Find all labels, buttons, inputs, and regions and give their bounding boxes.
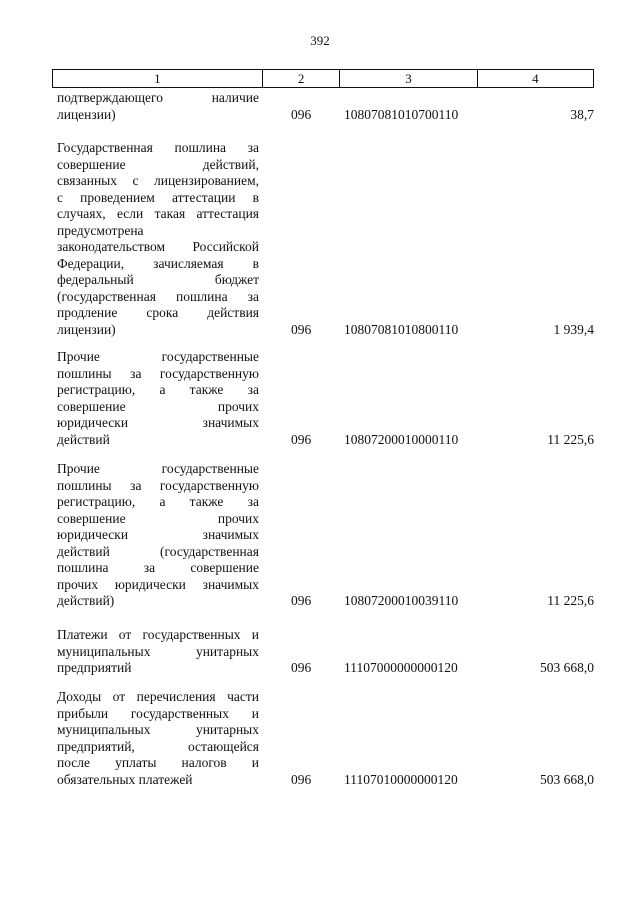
description-line: Прочие государственные bbox=[57, 349, 259, 364]
description-line: Государственная пошлина за bbox=[57, 140, 259, 155]
row-amount: 503 668,0 bbox=[540, 771, 594, 787]
description-line: подтверждающего наличие bbox=[57, 90, 259, 105]
description-line: лицензии) bbox=[57, 106, 116, 122]
description-line: прибыли государственных и bbox=[57, 705, 259, 721]
description-line: совершение прочих bbox=[57, 398, 259, 414]
description-line: действий (государственная bbox=[57, 543, 259, 559]
table-row bbox=[57, 349, 597, 448]
description-line: обязательных платежей bbox=[57, 771, 193, 787]
row-kbk-code: 10807200010039110 bbox=[344, 593, 459, 608]
description-line: Прочие государственные bbox=[57, 461, 259, 476]
header-col-3: 3 bbox=[339, 70, 476, 87]
description-line: после уплаты налогов и bbox=[57, 755, 259, 770]
row-description bbox=[57, 90, 259, 123]
row-amount: 1 939,4 bbox=[553, 321, 594, 337]
row-kbk-code: 10807200010000110 bbox=[344, 431, 459, 447]
description-line: юридически значимых bbox=[57, 527, 259, 542]
description-line: юридически значимых bbox=[57, 415, 259, 430]
description-line: совершение прочих bbox=[57, 510, 259, 526]
description-line: с проведением аттестации в bbox=[57, 189, 259, 205]
row-code: 096 bbox=[291, 431, 312, 447]
description-line: Федерации, зачисляемая в bbox=[57, 255, 259, 271]
description-line: федеральный бюджет bbox=[57, 272, 259, 287]
description-line: (государственная пошлина за bbox=[57, 288, 259, 304]
description-line: предусмотрена bbox=[57, 222, 144, 238]
description-line: связанных с лицензированием, bbox=[57, 173, 259, 188]
description-line: прочих юридически значимых bbox=[57, 576, 259, 592]
row-description bbox=[57, 140, 259, 338]
row-description bbox=[57, 349, 259, 448]
description-line: муниципальных унитарных bbox=[57, 643, 259, 659]
row-kbk-code: 10807081010700110 bbox=[344, 106, 459, 122]
row-description bbox=[57, 461, 259, 610]
header-col-1: 1 bbox=[154, 71, 161, 86]
row-description bbox=[57, 689, 259, 788]
description-line: лицензии) bbox=[57, 321, 116, 337]
description-line: действий bbox=[57, 431, 110, 447]
header-col-4: 4 bbox=[477, 70, 593, 87]
description-line: предприятий, остающейся bbox=[57, 738, 259, 754]
table-row bbox=[57, 140, 597, 338]
row-kbk-code: 10807081010800110 bbox=[344, 321, 459, 337]
description-line: продление срока действия bbox=[57, 305, 259, 320]
description-line: пошлины за государственную bbox=[57, 477, 259, 493]
row-kbk-code: 11107010000000120 bbox=[344, 771, 458, 787]
description-line: предприятий bbox=[57, 660, 132, 675]
description-line: регистрацию, а также за bbox=[57, 382, 259, 397]
row-code: 096 bbox=[291, 771, 312, 787]
table-header bbox=[52, 69, 594, 88]
page-number: 392 bbox=[310, 33, 330, 48]
row-amount: 11 225,6 bbox=[547, 431, 594, 447]
row-code: 096 bbox=[291, 660, 312, 675]
row-amount: 503 668,0 bbox=[540, 660, 594, 675]
description-line: пошлины за государственную bbox=[57, 365, 259, 381]
row-amount: 11 225,6 bbox=[547, 593, 594, 608]
row-code: 096 bbox=[291, 593, 312, 608]
description-line: Платежи от государственных и bbox=[57, 627, 259, 642]
description-line: случаях, если такая аттестация bbox=[57, 206, 259, 221]
table-row bbox=[57, 689, 597, 788]
description-line: муниципальных унитарных bbox=[57, 722, 259, 737]
row-description bbox=[57, 627, 259, 677]
row-code: 096 bbox=[291, 106, 312, 122]
description-line: регистрацию, а также за bbox=[57, 494, 259, 509]
row-kbk-code: 11107000000000120 bbox=[344, 660, 458, 675]
description-line: Доходы от перечисления части bbox=[57, 689, 259, 704]
description-line: пошлина за совершение bbox=[57, 560, 259, 575]
description-line: законодательством Российской bbox=[57, 239, 259, 254]
description-line: совершение действий, bbox=[57, 156, 259, 172]
header-col-2: 2 bbox=[262, 70, 340, 87]
row-code: 096 bbox=[291, 321, 312, 337]
table-row bbox=[57, 627, 597, 677]
table-row bbox=[57, 90, 597, 123]
table-row bbox=[57, 461, 597, 610]
row-amount: 38,7 bbox=[570, 106, 594, 122]
description-line: действий) bbox=[57, 593, 115, 608]
